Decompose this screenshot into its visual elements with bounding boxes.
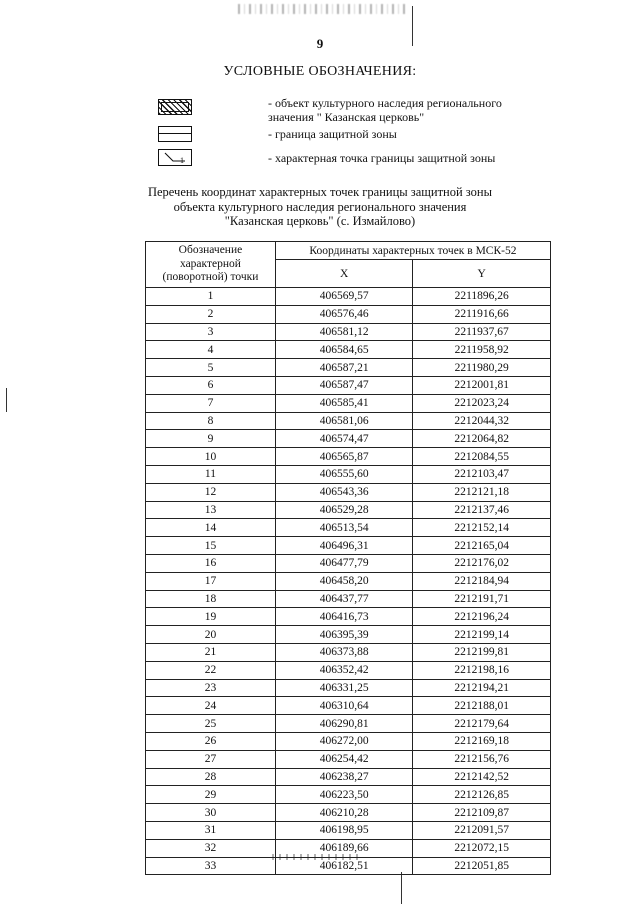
y-coordinate-cell: 2212194,21 [413,679,551,697]
point-number-cell: 12 [146,483,276,501]
scan-line-bottom [401,872,402,904]
table-row [146,465,551,483]
x-coordinate-cell: 406581,12 [275,323,412,341]
y-coordinate-cell: 2212199,81 [413,643,551,661]
coordinates-table-body [146,288,551,875]
y-coordinate-cell: 2212137,46 [413,501,551,519]
table-row [146,821,551,839]
x-coordinate-cell: 406569,57 [275,288,412,306]
x-coordinate-cell: 406182,51 [275,857,412,875]
table-row [146,376,551,394]
header-x: X [275,260,412,288]
point-number-cell: 3 [146,323,276,341]
y-coordinate-cell: 2211937,67 [413,323,551,341]
point-number-cell: 22 [146,661,276,679]
table-row [146,750,551,768]
point-number-cell: 30 [146,804,276,822]
y-coordinate-cell: 2212142,52 [413,768,551,786]
header-y: Y [413,260,551,288]
table-row [146,804,551,822]
x-coordinate-cell: 406223,50 [275,786,412,804]
y-coordinate-cell: 2211916,66 [413,305,551,323]
point-number-cell: 25 [146,715,276,733]
y-coordinate-cell: 2212198,16 [413,661,551,679]
table-row [146,839,551,857]
table-row [146,643,551,661]
header-point-line2: характерной [179,257,241,270]
point-number-cell: 33 [146,857,276,875]
x-coordinate-cell: 406584,65 [275,341,412,359]
table-row [146,501,551,519]
y-coordinate-cell: 2212156,76 [413,750,551,768]
point-number-cell: 17 [146,572,276,590]
point-number-cell: 14 [146,519,276,537]
list-title-line1: Перечень координат характерных точек границы защитной зоны [147,185,493,199]
scan-noise-top [238,4,408,14]
x-coordinate-cell: 406395,39 [275,626,412,644]
y-coordinate-cell: 2211980,29 [413,359,551,377]
table-row [146,537,551,555]
x-coordinate-cell: 406189,66 [275,839,412,857]
table-row [146,661,551,679]
x-coordinate-cell: 406581,06 [275,412,412,430]
y-coordinate-cell: 2212084,55 [413,448,551,466]
point-number-cell: 4 [146,341,276,359]
x-coordinate-cell: 406290,81 [275,715,412,733]
table-row [146,715,551,733]
x-coordinate-cell: 406529,28 [275,501,412,519]
y-coordinate-cell: 2212165,04 [413,537,551,555]
y-coordinate-cell: 2212179,64 [413,715,551,733]
x-coordinate-cell: 406555,60 [275,465,412,483]
y-coordinate-cell: 2212103,47 [413,465,551,483]
y-coordinate-cell: 2212191,71 [413,590,551,608]
x-coordinate-cell: 406574,47 [275,430,412,448]
y-coordinate-cell: 2212091,57 [413,821,551,839]
y-coordinate-cell: 2212188,01 [413,697,551,715]
y-coordinate-cell: 2212121,18 [413,483,551,501]
legend-item-point-text: - характерная точка границы защитной зоны [268,151,496,165]
point-number-cell: 32 [146,839,276,857]
header-point-line1: Обозначение [178,244,243,257]
y-coordinate-cell: 2212044,32 [413,412,551,430]
scan-line-left [6,388,7,412]
table-row [146,359,551,377]
table-row [146,341,551,359]
table-row [146,288,551,306]
list-title-line3: "Казанская церковь" (с. Измайлово) [224,214,416,228]
point-number-cell: 15 [146,537,276,555]
table-row [146,412,551,430]
table-row [146,732,551,750]
point-number-cell: 29 [146,786,276,804]
table-row [146,786,551,804]
x-coordinate-cell: 406310,64 [275,697,412,715]
x-coordinate-cell: 406331,25 [275,679,412,697]
table-row [146,590,551,608]
table-row [146,572,551,590]
x-coordinate-cell: 406458,20 [275,572,412,590]
point-number-cell: 11 [146,465,276,483]
y-coordinate-cell: 2212169,18 [413,732,551,750]
point-number-cell: 2 [146,305,276,323]
point-number-cell: 24 [146,697,276,715]
x-coordinate-cell: 406576,46 [275,305,412,323]
x-coordinate-cell: 406352,42 [275,661,412,679]
x-coordinate-cell: 406272,00 [275,732,412,750]
header-point-designation [146,242,276,288]
x-coordinate-cell: 406565,87 [275,448,412,466]
y-coordinate-cell: 2212196,24 [413,608,551,626]
x-coordinate-cell: 406238,27 [275,768,412,786]
legend-item-boundary [268,127,568,141]
header-point-line3: (поворотной) точки [162,271,259,284]
point-number-cell: 27 [146,750,276,768]
x-coordinate-cell: 406543,36 [275,483,412,501]
point-number-cell: 31 [146,821,276,839]
y-coordinate-cell: 2212023,24 [413,394,551,412]
legend-item-heritage-line1: - объект культурного наследия регионального [268,96,502,110]
point-number-cell: 23 [146,679,276,697]
page-number: 9 [316,36,324,51]
point-number-cell: 28 [146,768,276,786]
x-coordinate-cell: 406477,79 [275,554,412,572]
point-number-cell: 7 [146,394,276,412]
table-row [146,697,551,715]
table-row [146,857,551,875]
table-row [146,554,551,572]
x-coordinate-cell: 406437,77 [275,590,412,608]
y-coordinate-cell: 2212126,85 [413,786,551,804]
y-coordinate-cell: 2211896,26 [413,288,551,306]
point-number-cell: 26 [146,732,276,750]
point-number-cell: 6 [146,376,276,394]
legend-item-boundary-text: - граница защитной зоны [268,127,397,141]
y-coordinate-cell: 2212109,87 [413,804,551,822]
table-row [146,519,551,537]
point-number-cell: 18 [146,590,276,608]
point-marker-icon [158,149,192,166]
x-coordinate-cell: 406587,47 [275,376,412,394]
y-coordinate-cell: 2212184,94 [413,572,551,590]
point-number-cell: 13 [146,501,276,519]
boundary-line-icon [158,126,192,142]
y-coordinate-cell: 2212064,82 [413,430,551,448]
point-number-cell: 19 [146,608,276,626]
point-number-cell: 9 [146,430,276,448]
hatched-rectangle-icon [158,99,192,115]
x-coordinate-cell: 406585,41 [275,394,412,412]
y-coordinate-cell: 2212072,15 [413,839,551,857]
table-row [146,626,551,644]
table-row [146,430,551,448]
point-number-cell: 8 [146,412,276,430]
table-row [146,483,551,501]
legend-item-heritage-line2: значения " Казанская церковь" [268,110,425,124]
legend-item-heritage-object [268,96,568,124]
y-coordinate-cell: 2211958,92 [413,341,551,359]
x-coordinate-cell: 406254,42 [275,750,412,768]
table-row [146,394,551,412]
table-row [146,305,551,323]
legend-item-point [268,151,568,165]
x-coordinate-cell: 406416,73 [275,608,412,626]
point-number-cell: 1 [146,288,276,306]
point-number-cell: 10 [146,448,276,466]
point-number-cell: 20 [146,626,276,644]
header-coordinates-group: Координаты характерных точек в МСК-52 [275,242,550,260]
coordinates-list-title [0,185,640,229]
table-row [146,448,551,466]
point-number-cell: 21 [146,643,276,661]
list-title-line2: объекта культурного наследия регионального значения [173,199,467,214]
coordinates-table [145,241,551,875]
x-coordinate-cell: 406373,88 [275,643,412,661]
y-coordinate-cell: 2212152,14 [413,519,551,537]
point-number-cell: 5 [146,359,276,377]
table-row [146,608,551,626]
y-coordinate-cell: 2212176,02 [413,554,551,572]
x-coordinate-cell: 406496,31 [275,537,412,555]
table-row [146,768,551,786]
y-coordinate-cell: 2212001,81 [413,376,551,394]
y-coordinate-cell: 2212051,85 [413,857,551,875]
table-row [146,323,551,341]
point-marker-label: 1 [180,156,184,165]
x-coordinate-cell: 406587,21 [275,359,412,377]
table-row [146,679,551,697]
x-coordinate-cell: 406198,95 [275,821,412,839]
x-coordinate-cell: 406210,28 [275,804,412,822]
y-coordinate-cell: 2212199,14 [413,626,551,644]
point-number-cell: 16 [146,554,276,572]
legend-title: УСЛОВНЫЕ ОБОЗНАЧЕНИЯ: [223,64,417,79]
x-coordinate-cell: 406513,54 [275,519,412,537]
